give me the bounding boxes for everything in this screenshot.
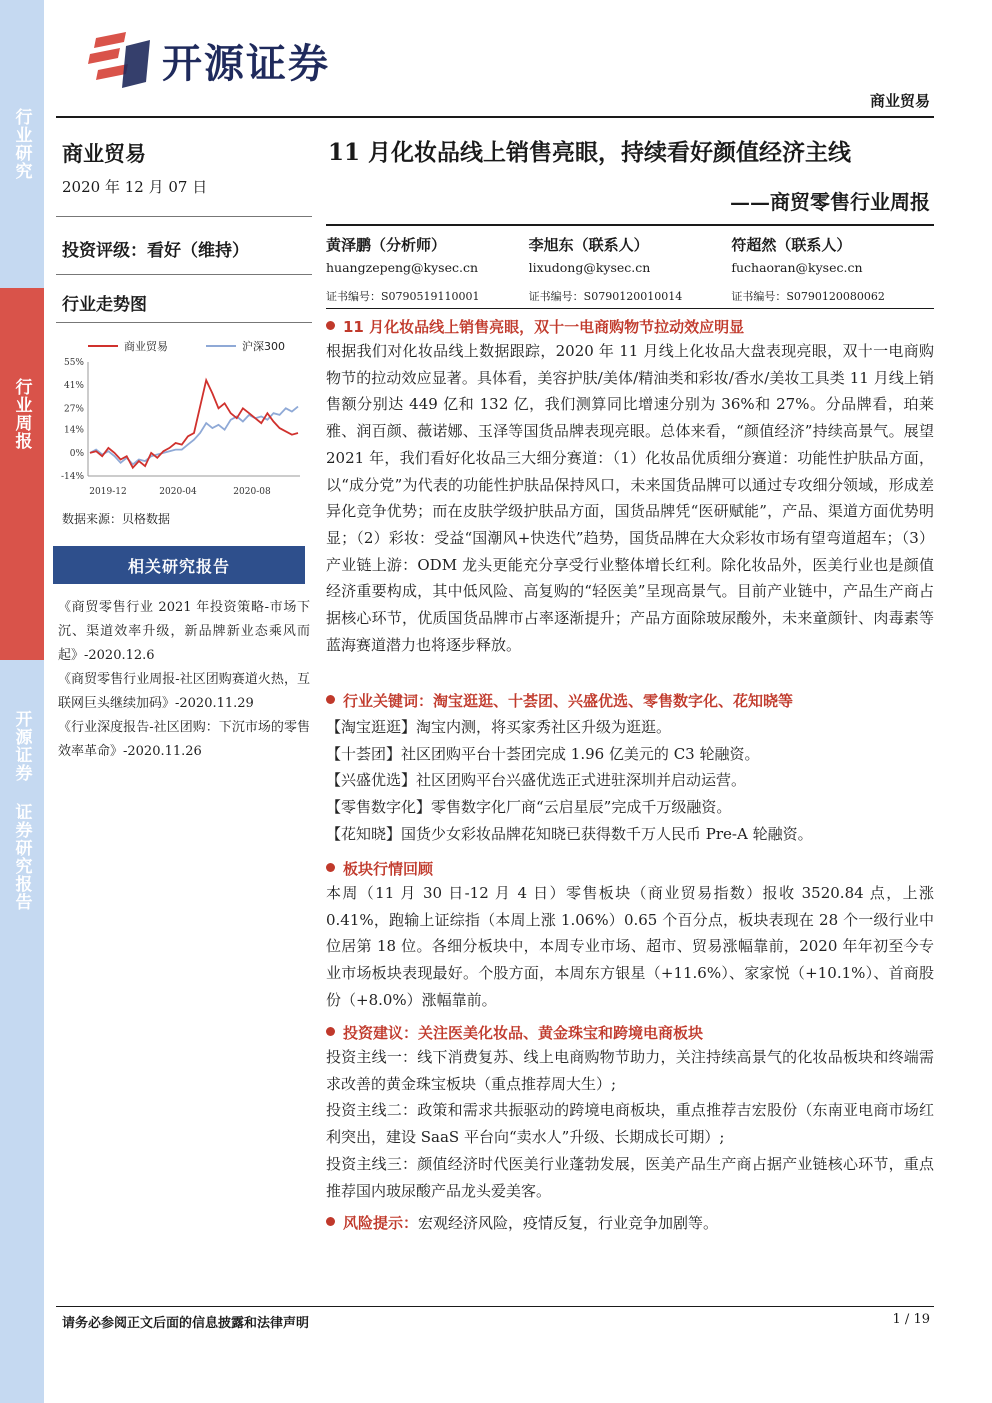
sector-name: 商业贸易 xyxy=(62,141,146,166)
industry-trend-chart xyxy=(52,332,310,502)
related-reports-list xyxy=(58,596,310,764)
y-tick-label: 14% xyxy=(63,425,84,436)
page-number: 1 / 19 xyxy=(892,1312,930,1327)
legend-label: 沪深300 xyxy=(242,340,285,353)
report-title: 11 月化妆品线上销售亮眼，持续看好颜值经济主线 xyxy=(328,139,852,166)
author-list xyxy=(326,234,934,304)
author-email[interactable]: fuchaoran@kysec.cn xyxy=(731,260,863,275)
section-body xyxy=(326,714,934,848)
author-card xyxy=(731,234,934,304)
strategy-item: 投资主线二：政策和需求共振驱动的跨境电商板块，重点推荐吉宏股份（东南亚电商市场红利突出，建设 SaaS 平台向“卖水人”升级、长期成长可期）; xyxy=(326,1101,934,1147)
related-reports-header: 相关研究报告 xyxy=(53,546,305,584)
section-heading-text: 行业关键词：淘宝逛逛、十荟团、兴盛优选、零售数字化、花知晓等 xyxy=(343,692,794,710)
strategy-item: 投资主线三：颜值经济时代医美行业蓬勃发展，医美产品生产商占据产业链核心环节，重点推荐国内玻尿酸产品龙头爱美客。 xyxy=(326,1154,934,1200)
investment-rating: 投资评级：看好（维持） xyxy=(62,241,249,261)
risk-text: 宏观经济风险，疫情反复，行业竞争加剧等。 xyxy=(418,1214,719,1232)
footer-disclaimer: 请务必参阅正文后面的信息披露和法律声明 xyxy=(62,1316,310,1331)
section-body xyxy=(326,880,934,1014)
x-tick-label: 2020-04 xyxy=(159,487,197,497)
author-cert: 证书编号：S0790120080062 xyxy=(731,290,885,303)
y-tick-label: 55% xyxy=(63,358,84,368)
author-card xyxy=(326,234,529,304)
y-tick-label: 41% xyxy=(63,381,84,392)
sidebar-segment-research xyxy=(0,100,44,288)
x-tick-label: 2020-08 xyxy=(233,487,271,497)
author-cert: 证书编号：S0790120010014 xyxy=(528,290,683,303)
paragraph: 根据我们对化妆品线上数据跟踪，2020 年 11 月线上化妆品大盘表现亮眼，双十一电商购物节的拉动效应显著。具体看，美容护肤/美体/精油类和彩妆/香水/美妆工具类 11 月线上销售额分别达 449 亿和 132 亿，我们测算同比增速分别为 36%和 27%。分品牌看，珀莱雅、润百颜、薇诺娜、玉泽等国货品牌表现亮眼。总体来看，“颜值经济”持续高景气。展望 2021 年，我们看好化妆品三大细分赛道：（1）化妆品优质细分赛道：功能性护肤品方面，以“成分党”为代表的功能性护肤品保持风口，未来国货品牌可以通过专攻细分领域，形成差异化竞争优势；而在皮肤学级护肤品方面，国货品牌凭“医研赋能”，产品、渠道方面优势明显；（2）彩妆：受益“国潮风+快迭代”趋势，国货品牌在大众彩妆市场有望弯道超车；（3）产业链上游：ODM 龙头更能充分享受行业整体增长红利。除化妆品外，医美行业也是颜值经济重要构成，其中低风险、高复购的“轻医美”呈现高景气。目前产业链中，产品生产商占据核心环节，优质国货品牌市占率逐渐提升；产品方面除玻尿酸外，未来童颜针、肉毒素等蓝海赛道潜力也将逐步释放。 xyxy=(326,342,934,654)
section-heading xyxy=(326,690,793,711)
header-sector-tag: 商业贸易 xyxy=(869,92,930,110)
y-tick-label: 0% xyxy=(69,448,84,459)
bullet-icon xyxy=(326,1217,335,1226)
left-divider xyxy=(56,322,312,323)
keyword-item: 【十荟团】社区团购平台十荟团完成 1.96 亿美元的 C3 轮融资。 xyxy=(326,744,760,763)
left-divider xyxy=(56,274,312,275)
side-bar xyxy=(0,0,44,1403)
section-heading-text: 11 月化妆品线上销售亮眼，双十一电商购物节拉动效应明显 xyxy=(343,318,745,336)
report-date: 2020 年 12 月 07 日 xyxy=(62,178,208,196)
y-tick-label: -14% xyxy=(60,472,84,482)
paragraph: 本周（11 月 30 日-12 月 4 日）零售板块（商业贸易指数）报收 3520.84 点，上涨 0.41%，跑输上证综指（本周上涨 1.06%）0.65 个百分点，板块表现在 28 个一级行业中位居第 18 位。各细分板块中，本周专业市场、超市、贸易涨幅靠前，2020 年年初至今专业市场板块表现最好。个股方面，本周东方银星（+11.6%）、家家悦（+10.1%）、首商股份（+8.0%）涨幅靠前。 xyxy=(326,884,934,1009)
author-email[interactable]: huangzepeng@kysec.cn xyxy=(326,260,479,275)
bullet-icon xyxy=(326,1027,335,1036)
author-name: 符超然（联系人） xyxy=(731,236,852,254)
sidebar-label-brand: 开源证券 证券研究报告 xyxy=(11,710,32,911)
risk-label: 风险提示： xyxy=(343,1214,419,1232)
author-name: 李旭东（联系人） xyxy=(528,236,649,254)
x-tick-label: 2019-12 xyxy=(89,487,127,497)
author-card xyxy=(529,234,732,304)
bullet-icon xyxy=(326,863,335,872)
sidebar-label-weekly: 行业周报 xyxy=(11,378,32,450)
series-line xyxy=(90,380,298,468)
related-report-item[interactable]: 《商贸零售行业 2021 年投资策略-市场下沉、渠道效率升级，新品牌新业态乘风而起》-2020.12.6 xyxy=(58,600,310,663)
strategy-item: 投资主线一：线下消费复苏、线上电商购物节助力，关注持续高景气的化妆品板块和终端需求改善的黄金珠宝板块（重点推荐周大生）; xyxy=(326,1048,934,1093)
logo-mark-icon xyxy=(86,32,152,88)
company-logo xyxy=(86,30,330,90)
trend-title: 行业走势图 xyxy=(62,295,147,315)
left-divider xyxy=(56,216,312,217)
report-subtitle: ——商贸零售行业周报 xyxy=(730,190,930,214)
author-name: 黄泽鹏（分析师） xyxy=(326,236,447,254)
section-heading-text: 板块行情回顾 xyxy=(343,860,434,878)
author-email[interactable]: lixudong@kysec.cn xyxy=(528,260,651,275)
keyword-item: 【兴盛优选】社区团购平台兴盛优选正式进驻深圳并启动运营。 xyxy=(326,771,747,790)
keyword-item: 【花知晓】国货少女彩妆品牌花知晓已获得数千万人民币 Pre-A 轮融资。 xyxy=(326,824,813,843)
sidebar-label-research: 行业研究 xyxy=(11,108,32,180)
y-tick-label: 27% xyxy=(63,404,84,415)
section-heading xyxy=(326,316,744,337)
data-source: 数据来源：贝格数据 xyxy=(62,512,171,526)
sidebar-segment-brand xyxy=(0,660,44,1403)
keyword-item: 【淘宝逛逛】淘宝内测，将买家秀社区升级为逛逛。 xyxy=(326,718,672,736)
footer-divider xyxy=(56,1306,934,1307)
section-body xyxy=(326,338,934,658)
related-report-item[interactable]: 《行业深度报告-社区团购：下沉市场的零售效率革命》-2020.11.26 xyxy=(58,720,310,759)
keyword-item: 【零售数字化】零售数字化厂商“云启星辰”完成千万级融资。 xyxy=(326,798,732,817)
risk-warning xyxy=(326,1212,718,1233)
author-cert: 证书编号：S0790519110001 xyxy=(326,290,480,303)
title-divider xyxy=(326,224,934,226)
section-heading xyxy=(326,858,433,879)
related-report-item[interactable]: 《商贸零售行业周报-社区团购赛道火热，互联网巨头继续加码》-2020.11.29 xyxy=(58,672,310,711)
section-heading xyxy=(326,1022,703,1043)
header-divider xyxy=(56,116,934,118)
sidebar-segment-weekly xyxy=(0,288,44,660)
author-divider xyxy=(326,308,934,309)
legend-label: 商业贸易 xyxy=(124,340,168,353)
logo-text: 开源证券 xyxy=(162,40,330,87)
section-heading-text: 投资建议：关注医美化妆品、黄金珠宝和跨境电商板块 xyxy=(343,1024,704,1042)
bullet-icon xyxy=(326,321,335,330)
bullet-icon xyxy=(326,695,335,704)
section-body xyxy=(326,1044,934,1204)
